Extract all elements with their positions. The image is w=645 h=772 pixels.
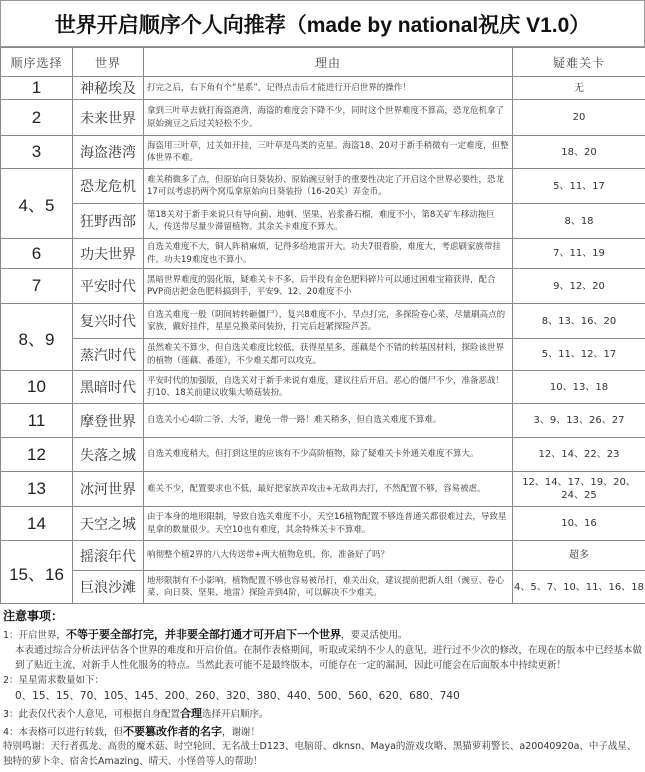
world-cell: 巨浪沙滩 xyxy=(73,571,144,604)
note-text: 1：开启世界， xyxy=(3,630,66,641)
table-row xyxy=(1,541,645,571)
table-row xyxy=(1,269,645,304)
world-cell: 恐龙危机 xyxy=(73,169,144,204)
note-3 xyxy=(3,705,642,723)
order-cell: 1 xyxy=(1,77,73,100)
note-text: 3：此表仅代表个人意见，可根据自身配置 xyxy=(3,709,180,720)
order-cell: 6 xyxy=(1,239,73,269)
note-text: ，谢谢！ xyxy=(222,727,260,738)
header-order: 顺序选择 xyxy=(1,48,73,77)
reason-cell: 拿到三叶草去就打海盗港湾，海盗的难度会下降不少，同时这个世界难度不算高，恐龙危机拿了原始豌豆之后过关轻松不少。 xyxy=(144,100,513,136)
note-emphasis: 不等于要全部打完，并非要全部打通才可开启下一个世界 xyxy=(66,628,341,641)
reason-cell: 第18关对于新手来说只有导向蓟、地刺、坚果、岩浆番石榴，难度不小，第8关矿车移动拖巨人，传送带尽量少滞留植物。其余关卡难度不算大。 xyxy=(144,204,513,239)
world-order-table xyxy=(0,47,645,604)
reason-cell: 自选关难度稍大，但打到这里的应该有不少高阶植物，除了疑难关卡外通关难度不算大。 xyxy=(144,438,513,472)
table-header xyxy=(1,48,645,77)
note-2: 2：星星需求数量如下： xyxy=(3,673,642,688)
table-row xyxy=(1,136,645,169)
difficult-levels-cell: 5、11、17 xyxy=(513,169,645,204)
note-4 xyxy=(3,723,642,741)
difficult-levels-cell: 20 xyxy=(513,100,645,136)
reason-cell: 自选关小心4阶二爷、大爷，避免一带一路！难关稍多，但自选关难度不算难。 xyxy=(144,404,513,438)
note-text: 4：本表格可以进行转载，但 xyxy=(3,727,123,738)
world-cell: 摩登世界 xyxy=(73,404,144,438)
world-cell: 神秘埃及 xyxy=(73,77,144,100)
difficult-levels-cell: 5、11、12、17 xyxy=(513,339,645,371)
difficult-levels-cell: 10、16 xyxy=(513,507,645,541)
world-cell: 海盗港湾 xyxy=(73,136,144,169)
difficult-levels-cell: 12、14、17、19、20、24、25 xyxy=(513,472,645,507)
table-row xyxy=(1,239,645,269)
world-cell: 平安时代 xyxy=(73,269,144,304)
difficult-levels-cell: 3、9、13、26、27 xyxy=(513,404,645,438)
order-cell: 12 xyxy=(1,438,73,472)
reason-cell: 难关不少，配置要求也不低，最好把家族弄攻击+无敌再去打，不然配置不够，容易被虐。 xyxy=(144,472,513,507)
difficult-levels-cell: 8、18 xyxy=(513,204,645,239)
difficult-levels-cell: 超多 xyxy=(513,541,645,571)
world-cell: 摇滚年代 xyxy=(73,541,144,571)
table-row xyxy=(1,571,645,604)
table-row xyxy=(1,507,645,541)
difficult-levels-cell: 18、20 xyxy=(513,136,645,169)
world-cell: 功夫世界 xyxy=(73,239,144,269)
reason-cell: 响彻整个植2界的八大传送带+两大植物危机，你，准备好了吗？ xyxy=(144,541,513,571)
order-cell: 14 xyxy=(1,507,73,541)
table-row xyxy=(1,339,645,371)
note-emphasis: 合理 xyxy=(180,707,202,720)
header-reason: 理由 xyxy=(144,48,513,77)
difficult-levels-cell: 9、12、20 xyxy=(513,269,645,304)
difficult-levels-cell: 10、13、18 xyxy=(513,371,645,404)
world-cell: 蒸汽时代 xyxy=(73,339,144,371)
header-difficult: 疑难关卡 xyxy=(513,48,645,77)
difficult-levels-cell: 7、11、19 xyxy=(513,239,645,269)
difficult-levels-cell: 4、5、7、10、11、16、18 xyxy=(513,571,645,604)
order-cell: 3 xyxy=(1,136,73,169)
reason-cell: 海盗用三叶草，过关如开挂，三叶草是鸟类的克星。海盗18、20对于新手稍微有一定难度，但整体世界不难。 xyxy=(144,136,513,169)
reason-cell: 自选关难度一般（阴间转转砸僵尸），复兴8难度不小，早点打完，多探险卷心菜，尽量刷高点的家族，戴好挂件，星星兑换菜问装扮，打完后赶紧探险芦荟。 xyxy=(144,304,513,339)
difficult-levels-cell: 12、14、22、23 xyxy=(513,438,645,472)
reason-cell: 打完之后，右下角有个“星系”，记得点击后才能进行开启世界的操作！ xyxy=(144,77,513,100)
difficult-levels-cell: 无 xyxy=(513,77,645,100)
reason-cell: 难关稍微多了点，但原始向日葵装扮、原始豌豆射手的重要性决定了开启这个世界必要性，恐龙17可以考虑扔两个窝瓜拿原始向日葵装扮（16-20关）弄金币。 xyxy=(144,169,513,204)
note-emphasis: 不要篡改作者的名字 xyxy=(123,725,222,738)
table-row xyxy=(1,169,645,204)
table-row xyxy=(1,404,645,438)
world-cell: 天空之城 xyxy=(73,507,144,541)
world-cell: 狂野西部 xyxy=(73,204,144,239)
order-cell: 13 xyxy=(1,472,73,507)
notes-section xyxy=(0,604,645,772)
note-text: 选择开启顺序。 xyxy=(202,709,269,720)
table-row xyxy=(1,472,645,507)
reason-cell: 地形限制有不小影响，植物配置不够也容易被吊打，难关出众，建议提前把新人组（豌豆、卷心菜、向日葵、坚果、地雷）探险弄到4阶，可以解决不少难关。 xyxy=(144,571,513,604)
world-cell: 黑暗时代 xyxy=(73,371,144,404)
world-cell: 冰河世界 xyxy=(73,472,144,507)
world-cell: 失落之城 xyxy=(73,438,144,472)
reason-cell: 黑暗世界难度的弱化版，疑难关卡不多，后半段有金色肥料碎片可以通过困难宝箱获得，配合PVP商店把金色肥料搞到手，平安9、12、20难度不小 xyxy=(144,269,513,304)
table-row xyxy=(1,204,645,239)
table-row xyxy=(1,371,645,404)
note-1 xyxy=(3,626,642,644)
order-cell: 2 xyxy=(1,100,73,136)
table-row xyxy=(1,438,645,472)
reason-cell: 自选关难度不大，铜人阵稍麻烦，记得多给地雷开大。功夫7很看脸，难度大，考虑刷家族带挂件。功夫19难度也不算小。 xyxy=(144,239,513,269)
notes-heading: 注意事项： xyxy=(3,607,642,626)
star-requirements: 0、15、15、70、105、145、200、260、320、380、440、500、560、620、680、740 xyxy=(3,688,642,705)
table-row xyxy=(1,100,645,136)
world-cell: 复兴时代 xyxy=(73,304,144,339)
note-text: ，要灵活使用。 xyxy=(341,630,408,641)
order-cell: 15、16 xyxy=(1,541,73,604)
difficult-levels-cell: 8、13、16、20 xyxy=(513,304,645,339)
order-cell: 11 xyxy=(1,404,73,438)
reason-cell: 虽然难关不算少，但自选关难度比较低，获得星星多，莲藕是个不错的转基因材料，探险该世界的植物（莲藕、番莲），不少难关都可以攻克。 xyxy=(144,339,513,371)
table-row xyxy=(1,77,645,100)
note-1-paragraph: 本表通过综合分析法评估各个世界的难度和开启价值。在制作表格期间，听取或采纳不少人的意见，进行过不少次的修改，在现在的版本中已经基本做到了贴近主流、对新手人性化服务的特点。当然此表可能不是最终版本，可能存在一定的漏洞，因此可能会在后面版本中持续更新！ xyxy=(3,644,642,673)
special-thanks: 特别鸣谢：天行者孤龙、高贵的魔术菇、时空轮回、无名战士D123、电脑哥、dknsn、Maya的游戏攻略、黑猫萝莉警长、a20040920a、中子战星、独特的萝卜伞、宿舍长Amazing、晴天、小怪兽等人的帮助！ xyxy=(3,740,642,769)
table-row xyxy=(1,304,645,339)
order-cell: 4、5 xyxy=(1,169,73,239)
order-cell: 8、9 xyxy=(1,304,73,371)
order-cell: 7 xyxy=(1,269,73,304)
order-cell: 10 xyxy=(1,371,73,404)
header-world: 世界 xyxy=(73,48,144,77)
page-title: 世界开启顺序个人向推荐（made by national祝庆 V1.0） xyxy=(0,0,645,47)
world-cell: 未来世界 xyxy=(73,100,144,136)
reason-cell: 平安时代的加强版，自选关对于新手来说有难度，建议往后开启。恶心的僵尸不少，准备恶战！打10、18关前建议收集大喷菇装扮。 xyxy=(144,371,513,404)
reason-cell: 由于本身的地形限制，导致自选关难度不小，天空16植物配置不够连普通关都很难过去，导致星星拿的数量很少。天空10也有难度，其余特殊关卡不算难。 xyxy=(144,507,513,541)
